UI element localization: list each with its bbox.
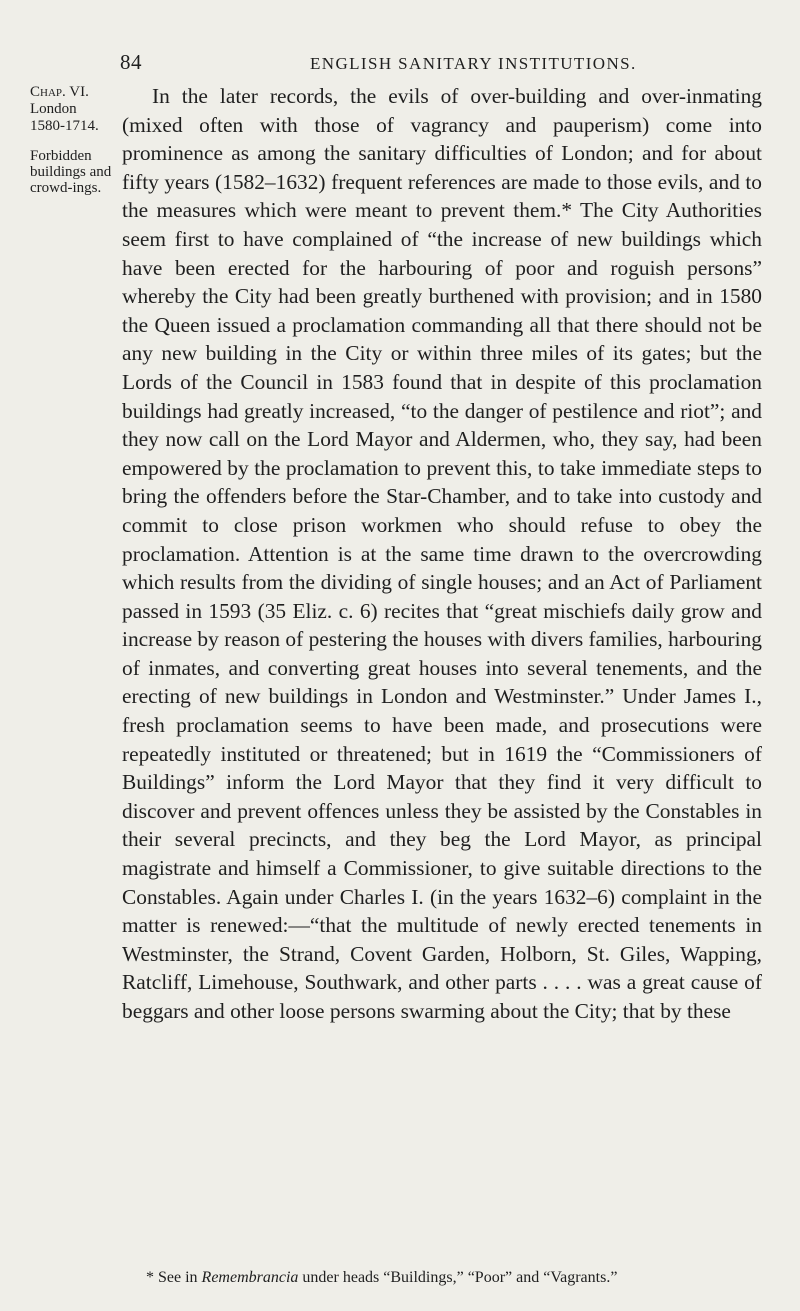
page-number: 84	[120, 50, 142, 74]
margin-dates: 1580-1714.	[30, 118, 99, 134]
footnote-rest: under heads “Buildings,” “Poor” and “Vagrants.”	[302, 1269, 618, 1286]
margin-heading: Forbidden buildings and crowd-ings.	[30, 148, 112, 196]
running-title: ENGLISH SANITARY INSTITUTIONS.	[310, 54, 637, 73]
footnote-italic-title: Remembrancia	[201, 1269, 299, 1286]
margin-chapter: Chap. VI.	[30, 84, 89, 100]
footnote-prefix: * See in	[146, 1269, 198, 1286]
margin-place: London	[30, 101, 77, 117]
margin-chapter-note	[30, 84, 130, 135]
footnote	[122, 1268, 762, 1288]
body-paragraph: In the later records, the evils of over-building and over-inmating (mixed often with those of vagrancy and pauperism) come into prominence as among the sanitary difficulties of London; and for about fifty years (1582–1632) frequent references are made to those evils, and to the measures which were meant to prevent them.* The City Authorities seem first to have complained of “the increase of new buildings which have been erected for the harbouring of poor and roguish persons” whereby the City had been greatly burthened with provision; and in 1580 the Queen issued a proclamation commanding all that there should not be any new building in the City or within three miles of its gates; but the Lords of the Council in 1583 found that in despite of this proclamation buildings had greatly increased, “to the danger of pestilence and riot”; and they now call on the Lord Mayor and Aldermen, who, they say, had been empowered by the proclamation to prevent this, to take immediate steps to bring the offenders before the Star-Chamber, and to take into custody and commit to close prison workmen who should refuse to obey the proclamation. Attention is at the same time drawn to the overcrowding which results from the dividing of single houses; and an Act of Parliament passed in 1593 (35 Eliz. c. 6) recites that “great mischiefs daily grow and increase by reason of pestering the houses with divers families, harbouring of inmates, and converting great houses into several tenements, and the erecting of new buildings in London and Westminster.” Under James I., fresh proclamation seems to have been made, and prosecutions were repeatedly instituted or threatened; but in 1619 the “Commissioners of Buildings” inform the Lord Mayor that they find it very difficult to discover and prevent offences unless they be assisted by the Constables in their several precincts, and they beg the Lord Mayor, as principal magistrate and himself a Commissioner, to give suitable directions to the Constables. Again under Charles I. (in the years 1632–6) complaint in the matter is renewed:—“that the multitude of newly erected tenements in Westminster, the Strand, Covent Garden, Holborn, St. Giles, Wapping, Ratcliff, Limehouse, Southwark, and other parts . . . . was a great cause of beggars and other loose persons swarming about the City; that by these	[122, 84, 762, 1023]
running-head	[0, 50, 800, 80]
body-text	[122, 82, 762, 1026]
